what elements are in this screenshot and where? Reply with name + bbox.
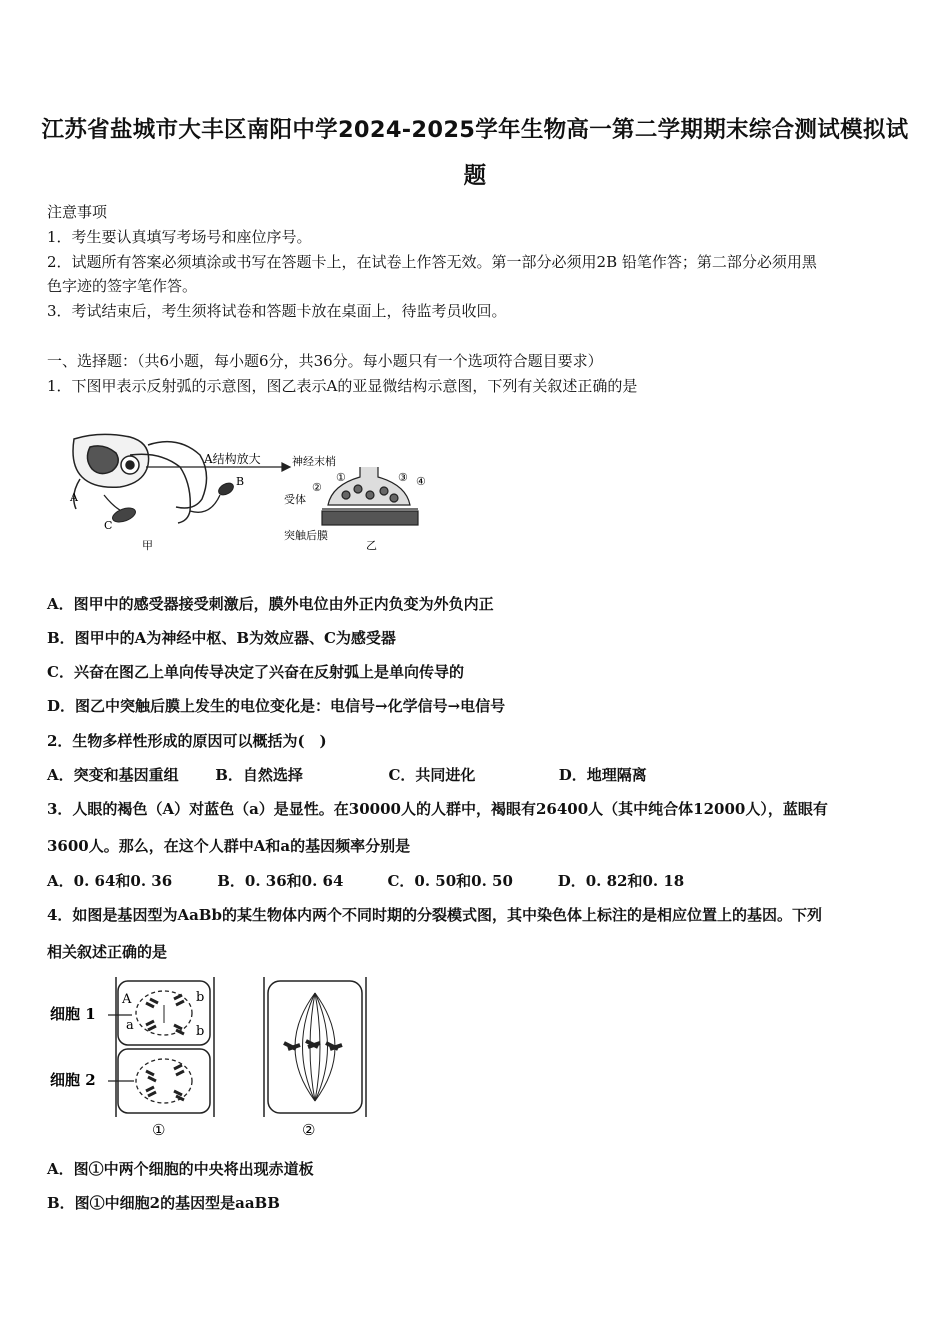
question-2-stem: 2．生物多样性形成的原因可以概括为( )	[47, 732, 327, 750]
q3-option-d: D．0. 82和0. 18	[557, 872, 685, 890]
num-4: ④	[416, 475, 426, 488]
label-c: C	[104, 519, 113, 532]
figure-1-number: ①	[152, 1121, 166, 1139]
cell-2-label: 细胞 2	[50, 1071, 96, 1089]
section-heading: 一、选择题：（共6小题，每小题6分，共36分。每小题只有一个选项符合题目要求）	[47, 352, 603, 370]
q4-option-a: A．图①中两个细胞的中央将出现赤道板	[47, 1160, 314, 1178]
gene-a: a	[126, 1018, 134, 1033]
notice-heading: 注意事项	[47, 203, 108, 221]
num-3: ③	[398, 471, 408, 484]
q1-option-c: C．兴奋在图乙上单向传导决定了兴奋在反射弧上是单向传导的	[47, 663, 464, 681]
spindle-drawing	[284, 993, 342, 1101]
cell-2-nucleus	[136, 1059, 192, 1103]
q3-option-a: A．0. 64和0. 36	[47, 872, 173, 890]
question-4-stem-continued: 相关叙述正确的是	[47, 943, 168, 961]
postsynaptic-label: 突触后膜	[284, 529, 328, 542]
question-3-stem: 3．人眼的褐色（A）对蓝色（a）是显性。在30000人的人群中，褐眼有26400人（其中纯合体12000人），蓝眼有	[47, 800, 828, 818]
q1-option-a: A．图甲中的感受器接受刺激后，膜外电位由外正内负变为外负内正	[47, 595, 494, 613]
figure-2-number: ②	[302, 1121, 316, 1139]
q2-options	[47, 765, 907, 785]
reflex-arc-figure	[60, 425, 440, 555]
caption-jia: 甲	[142, 539, 153, 552]
q1-option-b: B．图甲中的A为神经中枢、B为效应器、C为感受器	[47, 629, 396, 647]
page-title-continued: 题	[463, 163, 487, 189]
notice-item: 1．考生要认真填写考场号和座位序号。	[47, 228, 312, 246]
gene-b-bottom: b	[196, 1024, 205, 1039]
q1-option-d: D．图乙中突触后膜上发生的电位变化是：电信号→化学信号→电信号	[47, 697, 506, 715]
q2-option-c: C．共同进化	[388, 766, 476, 784]
label-b: B	[236, 475, 245, 488]
cell-1-label: 细胞 1	[50, 1005, 96, 1023]
label-a: A	[70, 491, 78, 504]
q4-option-b: B．图①中细胞2的基因型是aaBB	[47, 1194, 280, 1212]
cell-division-figure	[50, 975, 380, 1145]
q3-option-c: C．0. 50和0. 50	[387, 872, 513, 890]
gene-b-top: b	[196, 990, 205, 1005]
spinal-cord-drawing	[73, 434, 207, 523]
page-title: 江苏省盐城市大丰区南阳中学2024-2025学年生物高一第二学期期末综合测试模拟试	[41, 117, 909, 143]
q3-options	[47, 871, 907, 891]
notice-item: 2．试题所有答案必须填涂或书写在答题卡上，在试卷上作答无效。第一部分必须用2B 铅笔作答；第二部分必须用黑	[47, 253, 817, 271]
arrow-label: A结构放大	[204, 452, 261, 466]
q2-option-a: A．突变和基因重组	[47, 766, 179, 784]
num-2: ②	[312, 481, 322, 494]
effector-drawing	[190, 481, 235, 513]
nerve-ending-label: 神经末梢	[292, 455, 336, 468]
q2-option-d: D．地理隔离	[558, 766, 647, 784]
question-1-stem: 1．下图甲表示反射弧的示意图，图乙表示A的亚显微结构示意图，下列有关叙述正确的是	[47, 377, 638, 395]
cell-1-nucleus	[136, 991, 192, 1035]
gene-A: A	[122, 992, 132, 1007]
q2-option-b: B．自然选择	[215, 766, 303, 784]
num-1: ①	[336, 471, 346, 484]
q3-option-b: B．0. 36和0. 64	[217, 872, 344, 890]
notice-item: 3．考试结束后，考生须将试卷和答题卡放在桌面上，待监考员收回。	[47, 302, 507, 320]
question-3-stem-continued: 3600人。那么，在这个人群中A和a的基因频率分别是	[47, 837, 411, 855]
notice-item: 色字迹的签字笔作答。	[47, 277, 198, 295]
question-4-stem: 4．如图是基因型为AaBb的某生物体内两个不同时期的分裂模式图，其中染色体上标注的是相应位置上的基因。下列	[47, 906, 822, 924]
caption-yi: 乙	[366, 539, 377, 552]
receptor-label: 受体	[284, 493, 306, 506]
